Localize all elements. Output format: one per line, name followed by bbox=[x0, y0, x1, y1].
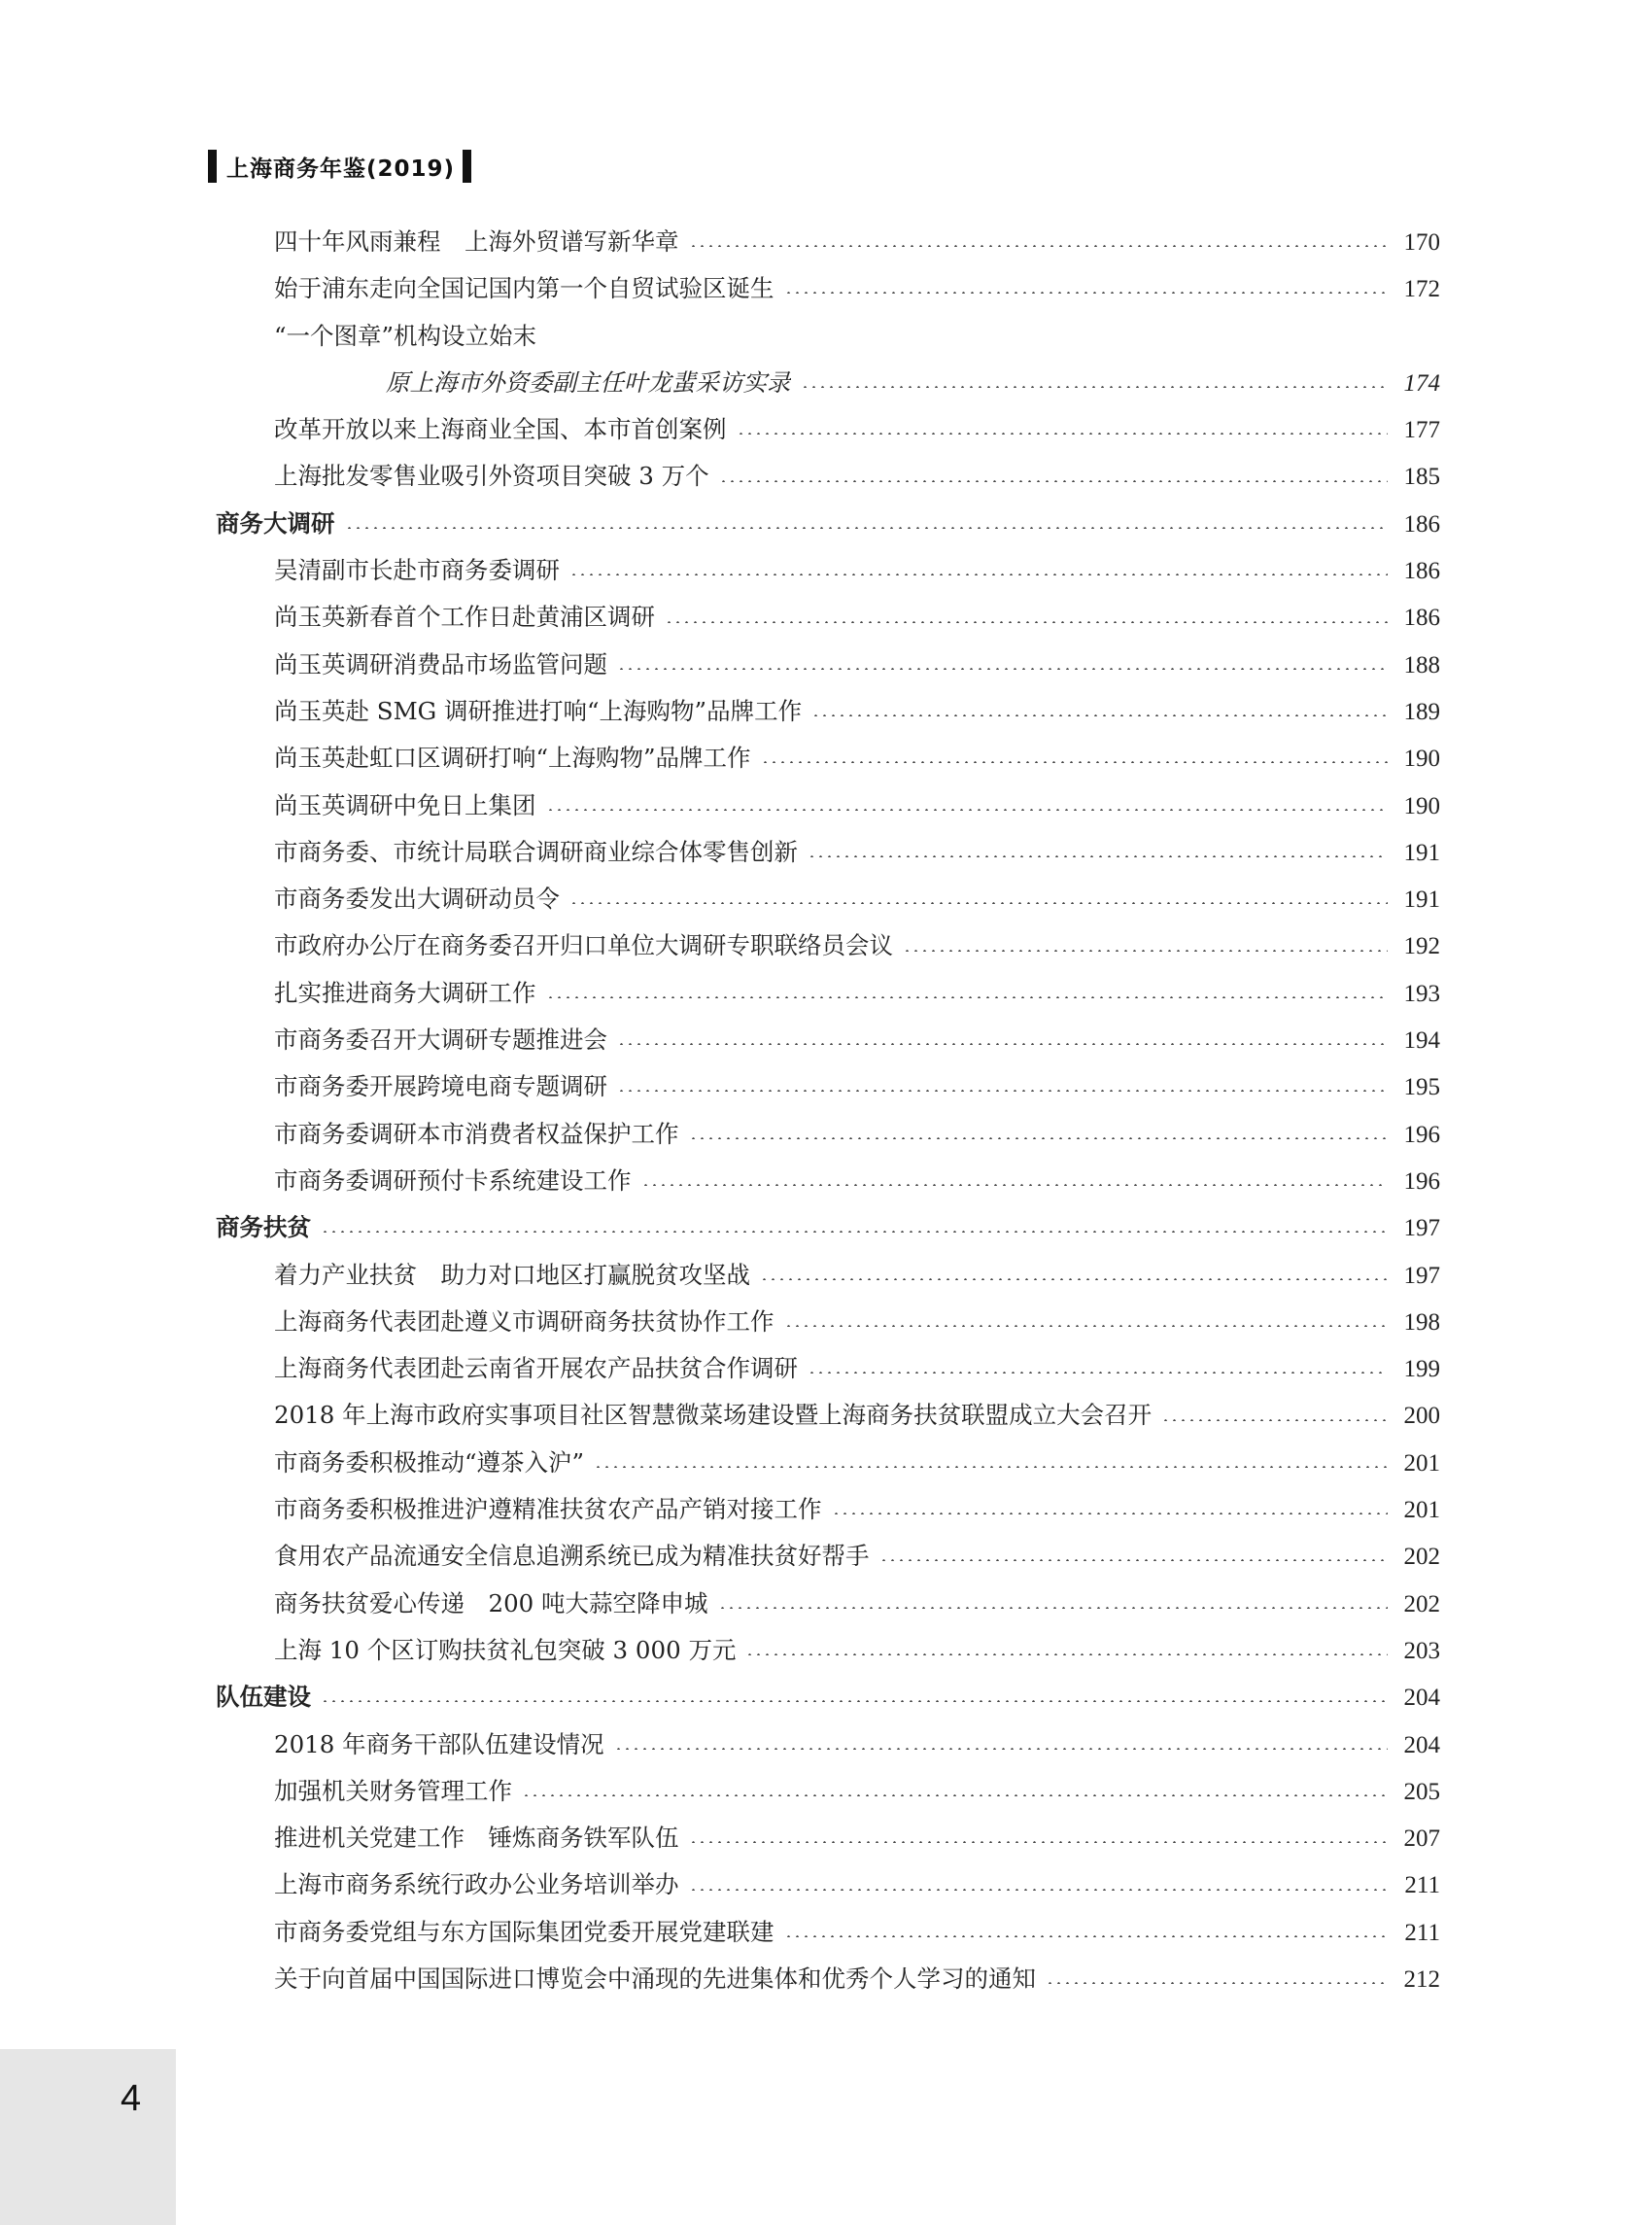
toc-entry[interactable] bbox=[216, 922, 1440, 969]
toc-leader-dots bbox=[665, 621, 1388, 623]
toc-entry-title: 尚玉英调研消费品市场监管问题 bbox=[274, 649, 607, 678]
toc-entry[interactable] bbox=[216, 1956, 1440, 2002]
toc-leader-dots bbox=[719, 480, 1388, 482]
toc-page-number: 190 bbox=[1403, 746, 1440, 773]
toc-entry-title: 上海商务代表团赴云南省开展农产品扶贫合作调研 bbox=[274, 1354, 798, 1383]
toc-page-number: 191 bbox=[1403, 839, 1440, 866]
toc-section-heading[interactable] bbox=[216, 1674, 1440, 1721]
toc-page-number: 193 bbox=[1403, 980, 1440, 1007]
toc-page-number: 172 bbox=[1403, 276, 1440, 303]
toc-entry[interactable] bbox=[216, 1440, 1440, 1486]
toc-entry[interactable] bbox=[216, 970, 1440, 1017]
toc-entry-title: 2018 年商务干部队伍建设情况 bbox=[274, 1729, 604, 1758]
toc-page-number: 197 bbox=[1403, 1215, 1440, 1242]
toc-entry[interactable] bbox=[216, 1721, 1440, 1768]
toc-page-number: 170 bbox=[1403, 229, 1440, 256]
toc-entry-title: 市商务委积极推进沪遵精准扶贫农产品产销对接工作 bbox=[274, 1495, 822, 1524]
page-number: 4 bbox=[120, 2078, 142, 2119]
toc-leader-dots bbox=[689, 1889, 1389, 1891]
toc-leader-dots bbox=[760, 1278, 1388, 1280]
toc-entry-title: 2018 年上海市政府实事项目社区智慧微菜场建设暨上海商务扶贫联盟成立大会召开 bbox=[274, 1401, 1153, 1430]
toc-page-number: 185 bbox=[1403, 464, 1440, 491]
toc-page-number: 196 bbox=[1403, 1121, 1440, 1148]
toc-leader-dots bbox=[594, 1466, 1388, 1468]
toc-entry-title: 始于浦东走向全国记国内第一个自贸试验区诞生 bbox=[274, 274, 774, 303]
toc-entry[interactable] bbox=[216, 1063, 1440, 1110]
toc-entry-title: 尚玉英调研中免日上集团 bbox=[274, 790, 536, 819]
toc-entry[interactable] bbox=[216, 1486, 1440, 1533]
toc-page-number: 197 bbox=[1403, 1262, 1440, 1289]
toc-entry[interactable] bbox=[216, 265, 1440, 312]
toc-entry-title: 食用农产品流通安全信息追溯系统已成为精准扶贫好帮手 bbox=[274, 1542, 870, 1571]
toc-leader-dots bbox=[689, 1137, 1389, 1139]
toc-page-number: 186 bbox=[1403, 558, 1440, 585]
toc-section-heading[interactable] bbox=[216, 501, 1440, 547]
toc-entry-title: 推进机关党建工作 锤炼商务铁军队伍 bbox=[274, 1824, 679, 1853]
toc-entry[interactable] bbox=[216, 406, 1440, 453]
toc-leader-dots bbox=[808, 1372, 1388, 1373]
toc-entry[interactable] bbox=[216, 735, 1440, 782]
running-head-bar-right bbox=[463, 150, 471, 183]
toc-entry[interactable] bbox=[216, 688, 1440, 735]
toc-entry[interactable] bbox=[216, 547, 1440, 594]
toc-page-number: 205 bbox=[1403, 1778, 1440, 1805]
toc-leader-dots bbox=[745, 1653, 1388, 1655]
toc-leader-dots bbox=[641, 1184, 1389, 1186]
toc-leader-dots bbox=[522, 1794, 1388, 1796]
toc-entry-title: 市商务委、市统计局联合调研商业综合体零售创新 bbox=[274, 837, 798, 866]
toc-entry[interactable] bbox=[216, 1158, 1440, 1204]
toc-entry-title: 着力产业扶贫 助力对口地区打赢脱贫攻坚战 bbox=[274, 1260, 750, 1289]
toc-leader-dots bbox=[903, 950, 1388, 952]
toc-leader-dots bbox=[761, 761, 1388, 763]
toc-page-number: 190 bbox=[1403, 792, 1440, 819]
toc-leader-dots bbox=[808, 855, 1388, 857]
running-head bbox=[208, 148, 471, 185]
toc-page-number: 211 bbox=[1404, 1919, 1440, 1946]
toc-leader-dots bbox=[546, 996, 1389, 998]
toc-entry-title: 市商务委召开大调研专题推进会 bbox=[274, 1026, 607, 1055]
toc-leader-dots bbox=[718, 1607, 1388, 1609]
toc-entry[interactable] bbox=[216, 1768, 1440, 1815]
toc-entry[interactable] bbox=[216, 829, 1440, 876]
toc-entry[interactable] bbox=[216, 1252, 1440, 1299]
toc-entry[interactable] bbox=[216, 1345, 1440, 1392]
toc-leader-dots bbox=[737, 433, 1389, 435]
toc-leader-dots bbox=[546, 809, 1389, 811]
toc-leader-dots bbox=[879, 1559, 1389, 1561]
toc-entry[interactable] bbox=[216, 876, 1440, 922]
toc-entry[interactable] bbox=[216, 1861, 1440, 1908]
toc-entry-title: 市商务委积极推动“遵茶入沪” bbox=[274, 1447, 585, 1477]
toc-section-heading[interactable] bbox=[216, 1204, 1440, 1251]
toc-page-number: 199 bbox=[1403, 1356, 1440, 1383]
toc-entry-title: 市商务委调研预付卡系统建设工作 bbox=[274, 1165, 632, 1195]
toc-entry-title: 上海 10 个区订购扶贫礼包突破 3 000 万元 bbox=[274, 1635, 737, 1664]
toc-entry-title: 原上海市外资委副主任叶龙蜚采访实录 bbox=[386, 367, 791, 397]
toc-leader-dots bbox=[832, 1512, 1389, 1514]
toc-page-number: 194 bbox=[1403, 1027, 1440, 1055]
toc-entry[interactable] bbox=[216, 1017, 1440, 1063]
toc-entry-title: 上海批发零售业吸引外资项目突破 3 万个 bbox=[274, 462, 709, 491]
toc-page-number: 202 bbox=[1403, 1544, 1440, 1571]
toc-entry-title: 市商务委开展跨境电商专题调研 bbox=[274, 1072, 607, 1101]
toc-entry[interactable] bbox=[216, 594, 1440, 641]
toc-entry-title: 市商务委党组与东方国际集团党委开展党建联建 bbox=[274, 1917, 774, 1946]
table-of-contents bbox=[216, 219, 1440, 2002]
toc-entry[interactable] bbox=[216, 1111, 1440, 1158]
toc-entry[interactable] bbox=[216, 313, 1440, 360]
toc-entry-title: 市政府办公厅在商务委召开归口单位大调研专职联络员会议 bbox=[274, 931, 893, 960]
toc-leader-dots bbox=[569, 574, 1388, 575]
toc-page-number: 196 bbox=[1403, 1167, 1440, 1195]
toc-entry[interactable] bbox=[216, 453, 1440, 500]
toc-page-number: 211 bbox=[1404, 1872, 1440, 1899]
toc-entry[interactable] bbox=[216, 1533, 1440, 1580]
toc-leader-dots bbox=[321, 1700, 1388, 1702]
toc-leader-dots bbox=[1046, 1982, 1388, 1984]
toc-leader-dots bbox=[614, 1748, 1388, 1750]
toc-leader-dots bbox=[801, 386, 1389, 388]
running-head-bar-left bbox=[208, 150, 217, 183]
toc-leader-dots bbox=[784, 1325, 1389, 1327]
toc-entry[interactable] bbox=[216, 1299, 1440, 1345]
toc-entry-title: 商务扶贫爱心传递 200 吨大蒜空降申城 bbox=[274, 1588, 708, 1617]
toc-leader-dots bbox=[345, 527, 1389, 529]
toc-leader-dots bbox=[321, 1231, 1388, 1233]
toc-page-number: 192 bbox=[1403, 933, 1440, 960]
toc-leader-dots bbox=[617, 668, 1388, 670]
toc-entry-title: 上海商务代表团赴遵义市调研商务扶贫协作工作 bbox=[274, 1306, 774, 1336]
toc-page-number: 195 bbox=[1403, 1074, 1440, 1101]
toc-entry[interactable] bbox=[216, 1581, 1440, 1627]
toc-entry[interactable] bbox=[216, 360, 1440, 406]
toc-entry-title: 加强机关财务管理工作 bbox=[274, 1776, 512, 1805]
toc-page-number: 201 bbox=[1403, 1449, 1440, 1477]
toc-entry-title: 关于向首届中国国际进口博览会中涌现的先进集体和优秀个人学习的通知 bbox=[274, 1964, 1036, 1993]
toc-entry[interactable] bbox=[216, 1627, 1440, 1674]
toc-leader-dots bbox=[617, 1090, 1388, 1092]
toc-leader-dots bbox=[689, 245, 1389, 247]
toc-entry-title: 改革开放以来上海商业全国、本市首创案例 bbox=[274, 415, 727, 444]
toc-entry-title: 上海市商务系统行政办公业务培训举办 bbox=[274, 1870, 679, 1899]
toc-page-number: 212 bbox=[1403, 1965, 1440, 1993]
toc-page-number: 198 bbox=[1403, 1308, 1440, 1336]
toc-page-number: 186 bbox=[1403, 605, 1440, 632]
toc-leader-dots bbox=[689, 1841, 1389, 1843]
toc-leader-dots bbox=[784, 1935, 1389, 1937]
toc-page-number: 174 bbox=[1403, 369, 1440, 397]
toc-entry[interactable] bbox=[216, 1815, 1440, 1861]
toc-entry-title: 吴清副市长赴市商务委调研 bbox=[274, 556, 560, 585]
toc-leader-dots bbox=[811, 714, 1388, 716]
toc-entry-title: 尚玉英赴 SMG 调研推进打响“上海购物”品牌工作 bbox=[274, 696, 803, 725]
toc-entry-title: 尚玉英新春首个工作日赴黄浦区调研 bbox=[274, 603, 655, 632]
toc-page-number: 204 bbox=[1403, 1685, 1440, 1712]
toc-page-number: 204 bbox=[1403, 1731, 1440, 1758]
toc-entry-title: 商务扶贫 bbox=[216, 1213, 311, 1242]
toc-leader-dots bbox=[1161, 1419, 1388, 1421]
toc-page-number: 188 bbox=[1403, 651, 1440, 678]
running-head-title: 上海商务年鉴(2019) bbox=[226, 156, 456, 182]
toc-page-number: 201 bbox=[1403, 1497, 1440, 1524]
toc-entry-title: 四十年风雨兼程 上海外贸谱写新华章 bbox=[274, 227, 679, 256]
toc-leader-dots bbox=[569, 902, 1388, 904]
toc-page-number: 202 bbox=[1403, 1590, 1440, 1617]
toc-entry[interactable] bbox=[216, 1392, 1440, 1439]
toc-page-number: 207 bbox=[1403, 1825, 1440, 1853]
toc-leader-dots bbox=[617, 1043, 1388, 1045]
toc-page-number: 189 bbox=[1403, 698, 1440, 725]
toc-entry-title: 扎实推进商务大调研工作 bbox=[274, 978, 536, 1007]
toc-page-number: 177 bbox=[1403, 417, 1440, 444]
toc-entry-title: 队伍建设 bbox=[216, 1683, 311, 1712]
toc-leader-dots bbox=[784, 292, 1389, 294]
toc-entry[interactable] bbox=[216, 219, 1440, 265]
toc-page-number: 203 bbox=[1403, 1637, 1440, 1664]
toc-entry[interactable] bbox=[216, 642, 1440, 688]
toc-entry-title: 商务大调研 bbox=[216, 508, 335, 538]
page-tab bbox=[0, 2049, 176, 2225]
toc-page-number: 191 bbox=[1403, 887, 1440, 914]
toc-entry-title: 市商务委调研本市消费者权益保护工作 bbox=[274, 1119, 679, 1148]
toc-entry[interactable] bbox=[216, 782, 1440, 829]
toc-entry-title: 市商务委发出大调研动员令 bbox=[274, 885, 560, 914]
toc-entry-title: 尚玉英赴虹口区调研打响“上海购物”品牌工作 bbox=[274, 744, 751, 773]
toc-entry-title: “一个图章”机构设立始末 bbox=[274, 321, 537, 350]
toc-page-number: 200 bbox=[1403, 1403, 1440, 1430]
toc-entry[interactable] bbox=[216, 1909, 1440, 1956]
toc-page-number: 186 bbox=[1403, 510, 1440, 538]
